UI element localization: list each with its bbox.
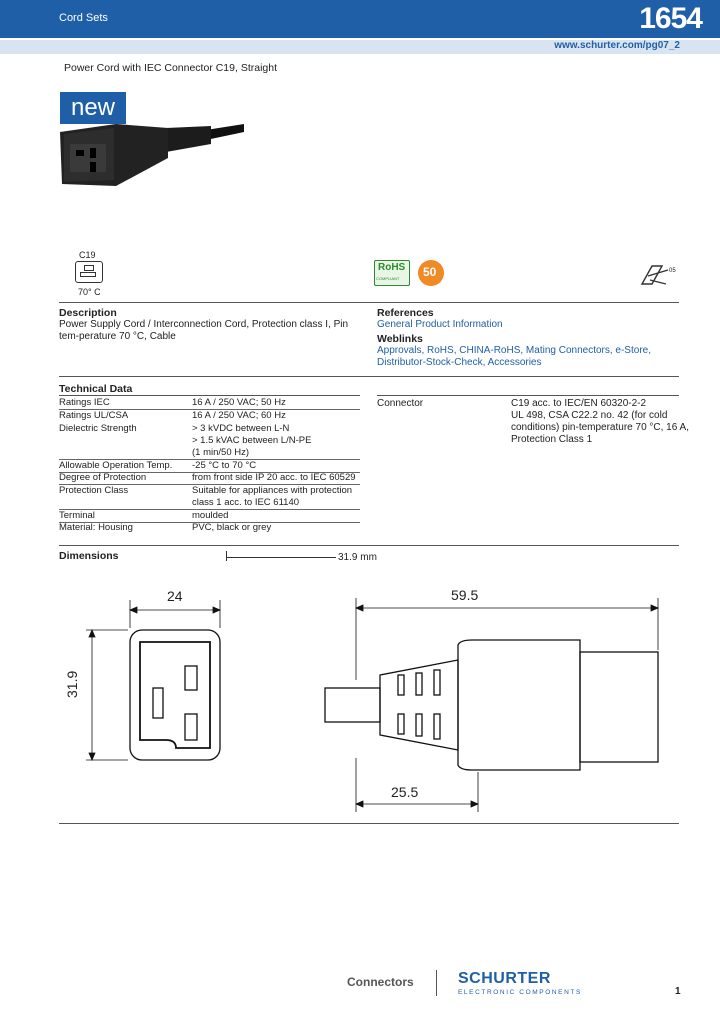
description-text: Power Supply Cord / Interconnection Cord, Protection class I, Pin tem-perature 70 °C, Cable — [59, 319, 349, 342]
row-label: Terminal — [59, 510, 95, 521]
schurter-logo: SCHURTER — [458, 970, 551, 987]
scale-bar — [226, 557, 336, 558]
row-value: -25 °C to 70 °C — [192, 460, 257, 471]
connector-label: Connector — [377, 398, 424, 409]
divider — [59, 302, 679, 303]
certification-icon — [640, 262, 678, 288]
row-label: Ratings UL/CSA — [59, 410, 129, 421]
scale-tick — [226, 551, 227, 561]
section-label: Cord Sets — [59, 12, 108, 24]
references-heading: References — [377, 307, 434, 319]
part-number: 1654 — [639, 2, 702, 35]
footer-category: Connectors — [347, 975, 414, 989]
divider — [59, 545, 679, 546]
row-label: Allowable Operation Temp. — [59, 460, 173, 471]
row-value: moulded — [192, 510, 229, 521]
dimensions-heading: Dimensions — [59, 550, 119, 562]
row-label: Protection Class — [59, 485, 129, 496]
table-top-line — [59, 395, 360, 396]
rohs-text: RoHS — [378, 262, 406, 273]
description-heading: Description — [59, 307, 117, 319]
table-row — [59, 423, 360, 460]
china-rohs-number: 50 — [423, 265, 437, 279]
scale-label: 31.9 mm — [338, 552, 377, 563]
weblinks-line2[interactable]: Distributor-Stock-Check, Accessories — [377, 357, 542, 368]
side-partial-label: 25.5 — [391, 784, 419, 800]
row-value: Suitable for appliances with protection — [192, 485, 353, 496]
cert-code: 05 — [669, 268, 676, 274]
header-bar — [0, 0, 720, 38]
row-value: PVC, black or grey — [192, 522, 272, 533]
c19-connector-icon — [75, 261, 103, 283]
weblinks-heading: Weblinks — [377, 333, 423, 345]
page-number: 1 — [675, 986, 681, 997]
row-value-extra: (1 min/50 Hz) — [192, 447, 250, 458]
row-value: from front side IP 20 acc. to IEC 60529 — [192, 472, 356, 483]
table-row — [59, 472, 360, 485]
connector-line: C19 acc. to IEC/EN 60320-2-2 — [511, 398, 647, 409]
footer-separator — [436, 970, 437, 996]
new-badge: new — [60, 92, 126, 124]
divider — [59, 823, 679, 824]
row-value-extra: > 1.5 kVAC between L/N-PE — [192, 435, 312, 446]
front-height-label: 31.9 — [64, 670, 80, 698]
row-label: Dielectric Strength — [59, 423, 137, 434]
rohs-sub: COMPLIANT — [376, 276, 400, 281]
row-value: > 3 kVDC between L-N — [192, 423, 290, 434]
row-value: 16 A / 250 VAC; 50 Hz — [192, 397, 286, 408]
table-row — [59, 397, 360, 410]
table-top-line — [377, 395, 679, 396]
temperature-label: 70° C — [78, 287, 101, 297]
divider — [59, 376, 679, 377]
product-url-link[interactable]: www.schurter.com/pg07_2 — [554, 40, 680, 51]
dimensions-drawing — [80, 580, 680, 820]
table-row — [59, 522, 360, 534]
table-row — [59, 410, 360, 422]
row-label: Degree of Protection — [59, 472, 147, 483]
connector-line: Protection Class 1 — [511, 434, 593, 445]
schurter-sub: ELECTRONIC COMPONENTS — [458, 989, 582, 996]
general-info-link[interactable]: General Product Information — [377, 319, 503, 330]
row-value: 16 A / 250 VAC; 60 Hz — [192, 410, 286, 421]
weblinks-line1[interactable]: Approvals, RoHS, CHINA-RoHS, Mating Connectors, e-Store, — [377, 345, 651, 356]
row-label: Ratings IEC — [59, 397, 110, 408]
product-image — [56, 118, 246, 198]
row-label: Material: Housing — [59, 522, 133, 533]
product-subtitle: Power Cord with IEC Connector C19, Straight — [64, 62, 278, 74]
technical-data-heading: Technical Data — [59, 383, 133, 395]
connector-type-label: C19 — [79, 250, 96, 260]
connector-line: conditions) pin-temperature 70 °C, 16 A, — [511, 422, 689, 433]
row-value-extra: class 1 acc. to IEC 61140 — [192, 497, 300, 508]
side-length-label: 59.5 — [451, 587, 479, 603]
table-row — [59, 485, 360, 510]
front-width-label: 24 — [167, 588, 183, 604]
connector-line: UL 498, CSA C22.2 no. 42 (for cold — [511, 410, 668, 421]
